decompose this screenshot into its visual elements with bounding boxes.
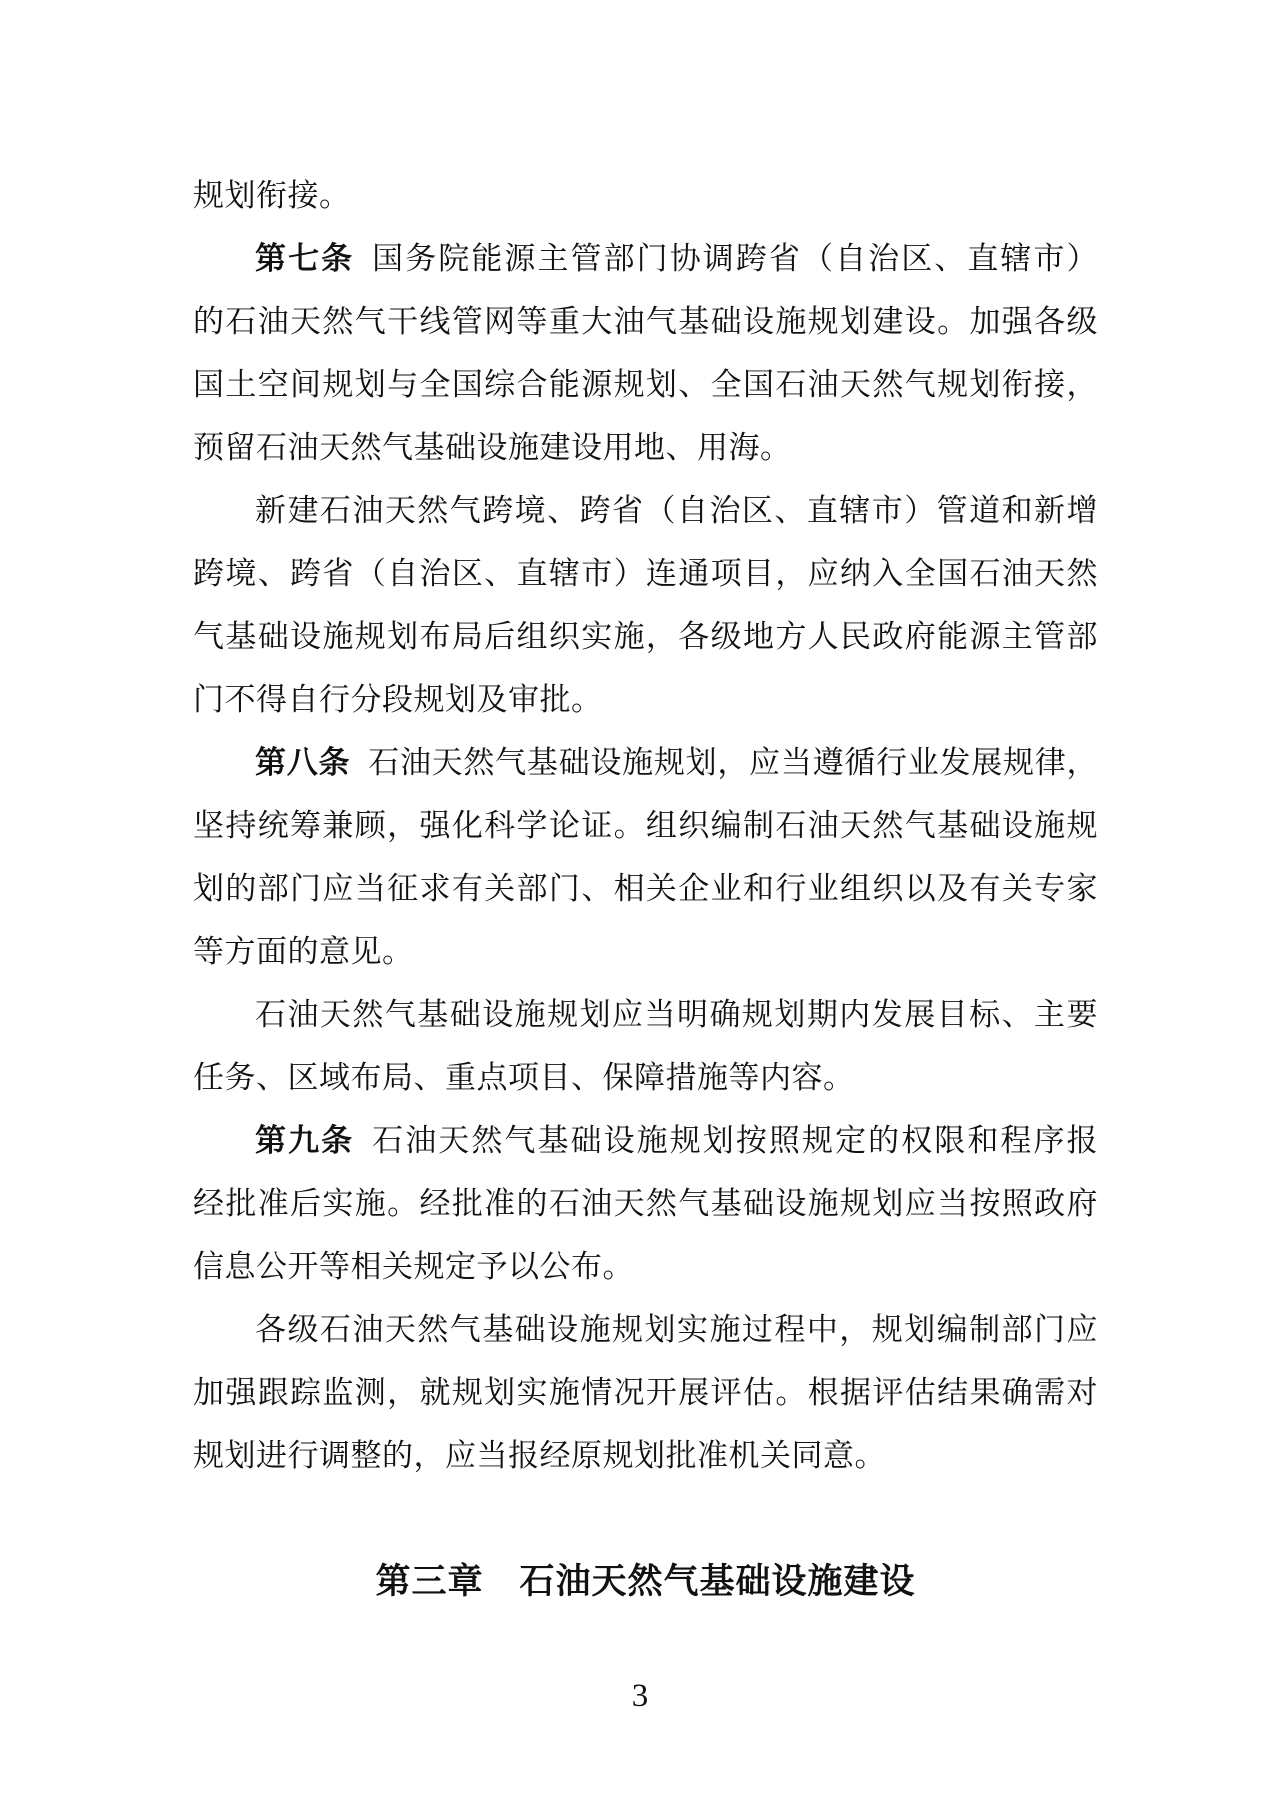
body-text: 坚持统筹兼顾，强化科学论证。组织编制石油天然气基础设施规 [193,808,1098,843]
body-text: 气基础设施规划布局后组织实施，各级地方人民政府能源主管部 [193,619,1098,654]
body-text: 信息公开等相关规定予以公布。 [193,1249,634,1284]
text-line [193,353,1098,416]
body-text: 的石油天然气干线管网等重大油气基础设施规划建设。加强各级 [193,304,1098,339]
text-line [193,605,1098,668]
body-text: 石油天然气基础设施规划，应当遵循行业发展规律， [368,745,1099,780]
page-number: 3 [631,1678,649,1714]
text-line [193,542,1098,605]
text-line-article-9 [193,1109,1098,1172]
text-line [193,1235,1098,1298]
body-text: 预留石油天然气基础设施建设用地、用海。 [193,430,792,465]
text-line [193,857,1098,920]
body-text: 等方面的意见。 [193,934,414,969]
text-line [193,983,1098,1046]
text-line [193,479,1098,542]
body-text: 门不得自行分段规划及审批。 [193,682,603,717]
chapter-heading: 第三章 石油天然气基础设施建设 [375,1562,916,1601]
article-number: 第八条 [255,745,351,780]
body-text: 规划进行调整的，应当报经原规划批准机关同意。 [193,1438,886,1473]
text-line [193,668,1098,731]
text-line [193,794,1098,857]
text-line [193,290,1098,353]
body-text: 各级石油天然气基础设施规划实施过程中，规划编制部门应 [255,1312,1098,1347]
document-body [193,164,1098,1613]
article-number: 第九条 [255,1123,355,1158]
text-line [193,1298,1098,1361]
text-line [193,1172,1098,1235]
body-text: 石油天然气基础设施规划按照规定的权限和程序报 [372,1123,1099,1158]
body-text: 划的部门应当征求有关部门、相关企业和行业组织以及有关专家 [193,871,1098,906]
body-text: 新建石油天然气跨境、跨省（自治区、直辖市）管道和新增 [255,493,1098,528]
body-text: 经批准后实施。经批准的石油天然气基础设施规划应当按照政府 [193,1186,1098,1221]
body-text: 规划衔接。 [193,178,351,213]
text-line [193,1361,1098,1424]
text-line [193,416,1098,479]
body-text: 加强跟踪监测，就规划实施情况开展评估。根据评估结果确需对 [193,1375,1098,1410]
body-text: 跨境、跨省（自治区、直辖市）连通项目，应纳入全国石油天然 [193,556,1098,591]
text-line-article-7 [193,227,1098,290]
body-text: 石油天然气基础设施规划应当明确规划期内发展目标、主要 [255,997,1098,1032]
text-line [193,1046,1098,1109]
article-number: 第七条 [255,241,355,276]
body-text: 国土空间规划与全国综合能源规划、全国石油天然气规划衔接， [193,367,1098,402]
body-text: 国务院能源主管部门协调跨省（自治区、直辖市） [372,241,1099,276]
text-line [193,164,1098,227]
body-text: 任务、区域布局、重点项目、保障措施等内容。 [193,1060,855,1095]
text-line-article-8 [193,731,1098,794]
text-line [193,1424,1098,1487]
text-line [193,920,1098,983]
